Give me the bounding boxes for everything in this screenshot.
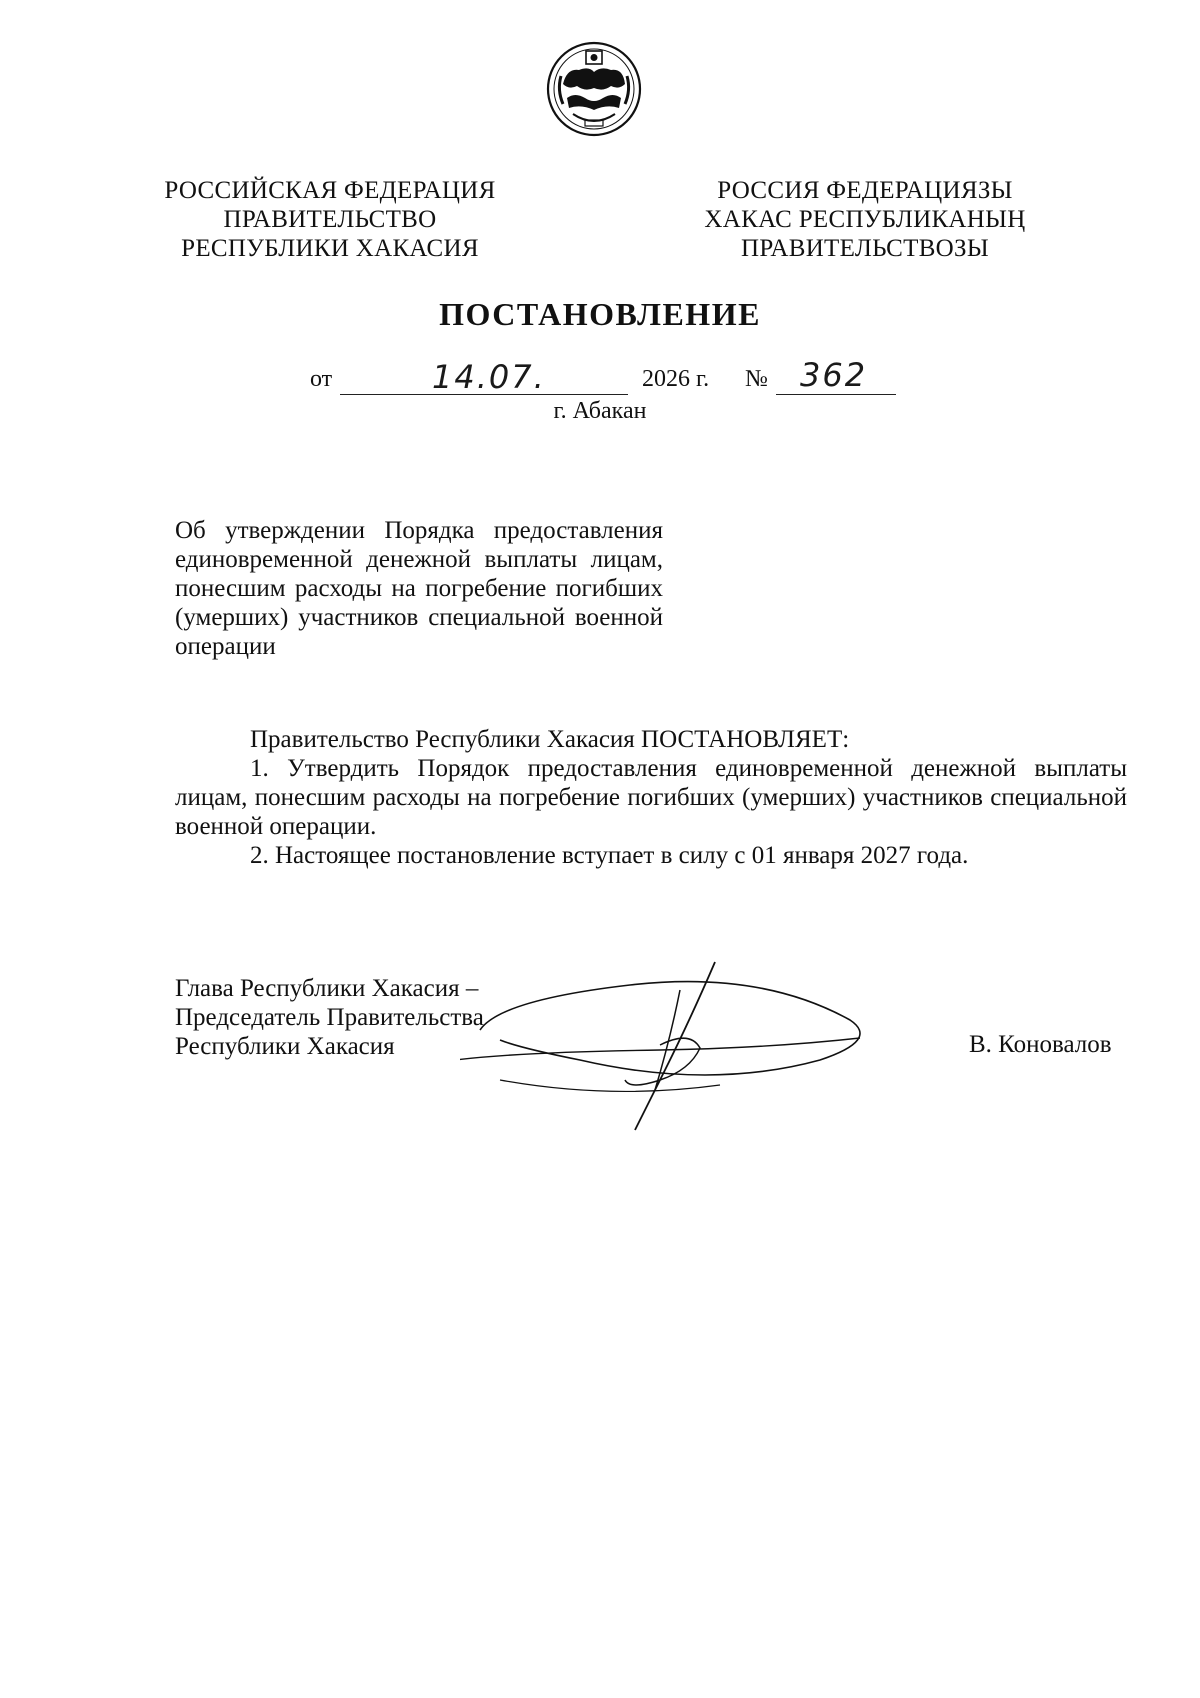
year-label: 2026 г. [642,366,710,392]
signatory-position-line: Председатель Правительства [175,1004,484,1031]
header-right-line: ПРАВИТЕЛЬСТВОЗЫ [741,235,989,262]
header-right-block [690,176,1040,263]
document-subject: Об утверждении Порядка предоставления единовременной денежной выплаты лицам, понесшим расходы на погребение погибших (умерших) участников специальной военной операции [175,517,663,660]
signatory-position-line: Республики Хакасия [175,1033,395,1060]
from-label: от [310,366,333,392]
number-label: № [745,366,768,392]
signatory-position [175,974,484,1061]
preamble: Правительство Республики Хакасия ПОСТАНОВЛЯЕТ: [250,726,850,753]
handwritten-signature [460,960,920,1140]
date-number-line [0,358,1200,398]
handwritten-number: 362 [800,356,868,394]
header-left-line: РОССИЙСКАЯ ФЕДЕРАЦИЯ [164,177,496,204]
document-title: ПОСТАНОВЛЕНИЕ [439,296,761,332]
signatory-position-line: Глава Республики Хакасия – [175,975,479,1002]
document-body [175,725,1127,870]
clause-1: 1. Утвердить Порядок предоставления единовременной денежной выплаты лицам, понесшим расходы на погребение погибших (умерших) участников специальной военной операции. [175,755,1127,840]
header-right-line: ХАКАС РЕСПУБЛИКАНЫҢ [704,206,1026,233]
header-left-block [150,176,510,263]
clause-2: 2. Настоящее постановление вступает в силу с 01 января 2027 года. [250,842,969,869]
header-left-line: ПРАВИТЕЛЬСТВО [223,206,437,233]
number-underline [776,394,896,395]
handwritten-date: 14.07. [432,358,546,396]
coat-of-arms-icon [545,38,643,140]
header-right-line: РОССИЯ ФЕДЕРАЦИЯЗЫ [717,177,1013,204]
header-left-line: РЕСПУБЛИКИ ХАКАСИЯ [181,235,479,262]
city-label: г. Абакан [553,398,647,424]
signatory-name: В. Коновалов [969,1031,1112,1058]
